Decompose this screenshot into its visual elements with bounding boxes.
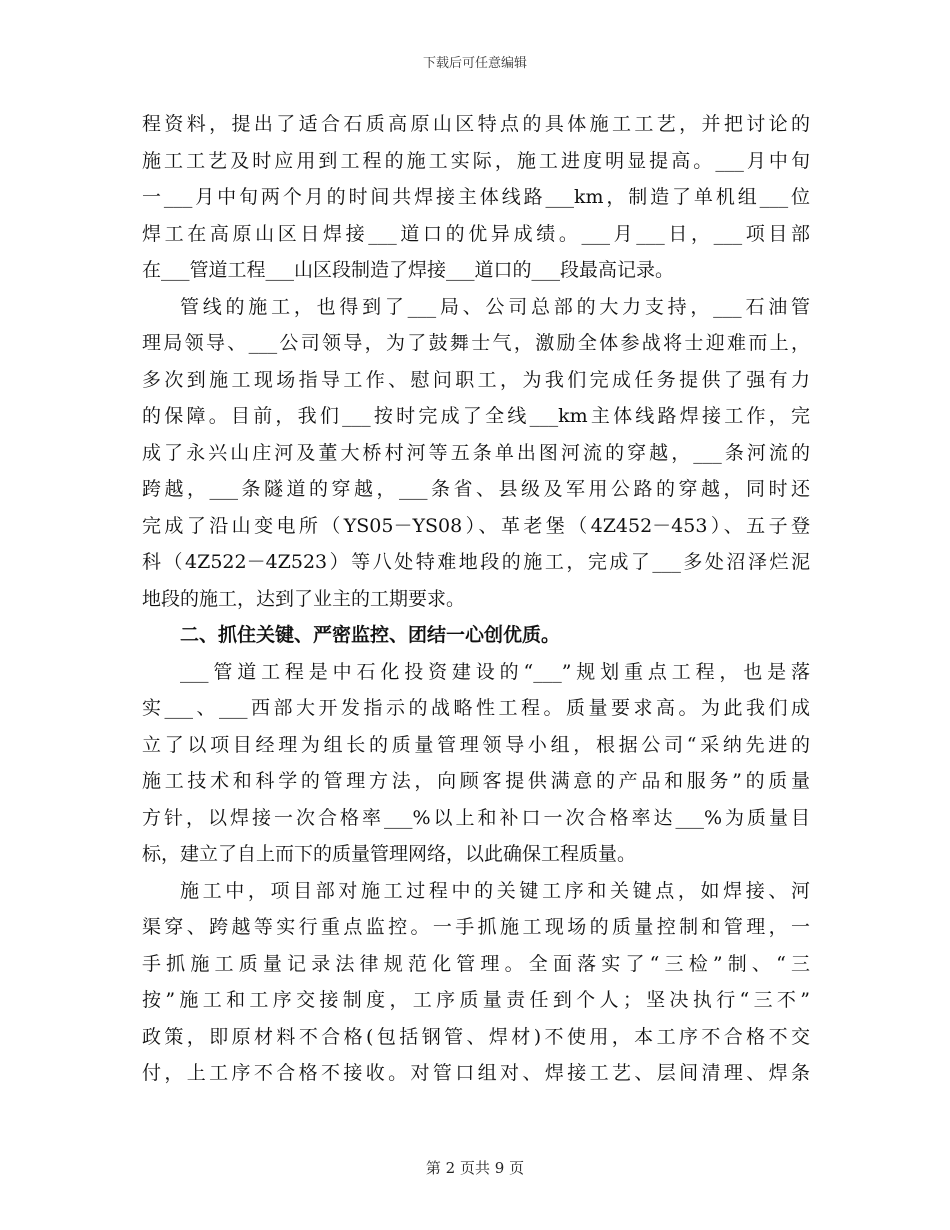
text-line: 渠穿、跨越等实行重点监控。一手抓施工现场的质量控制和管理，一 <box>142 916 810 938</box>
text-line: 成了永兴山庄河及董大桥村河等五条单出图河流的穿越，___条河流的 <box>142 441 810 464</box>
text-line: 标，建立了自上而下的质量管理网络，以此确保工程质量。 <box>142 843 637 865</box>
text-line: 理局领导、___公司领导，为了鼓舞士气，激励全体参战将士迎难而上， <box>142 332 810 354</box>
text-line: 完成了沿山变电所（YS05－YS08）、革老堡（4Z452－453）、五子登 <box>142 514 810 537</box>
text-line: 跨越，___条隧道的穿越，___条省、县级及军用公路的穿越，同时还 <box>142 478 810 500</box>
page-number-footer: 第 2 页共 9 页 <box>425 1159 525 1177</box>
text-line: 按”施工和工序交接制度，工序质量责任到个人；坚决执行“三不” <box>142 989 810 1011</box>
text-line: 施工工艺及时应用到工程的施工实际，施工进度明显提高。___月中旬 <box>142 149 810 172</box>
text-line: 实___、___西部大开发指示的战略性工程。质量要求高。为此我们成 <box>142 697 810 719</box>
text-line: 地段的施工，达到了业主的工期要求。 <box>142 587 466 610</box>
text-line: 多次到施工现场指导工作、慰问职工，为我们完成任务提供了强有力 <box>142 368 810 391</box>
text-line: 一___月中旬两个月的时间共焊接主体线路___km，制造了单机组___位 <box>142 186 810 208</box>
paragraph-start: 施工中，项目部对施工过程中的关键工序和关键点，如焊接、河 <box>180 879 810 902</box>
text-line: 科（4Z522－4Z523）等八处特难地段的施工，完成了___多处沼泽烂泥 <box>142 551 810 573</box>
text-line: 政策，即原材料不合格(包括钢管、焊材)不使用，本工序不合格不交 <box>142 1025 810 1048</box>
text-line: 焊工在高原山区日焊接___道口的优异成绩。___月___日，___项目部 <box>142 222 810 245</box>
text-line: 手抓施工质量记录法律规范化管理。全面落实了“三检”制、“三 <box>142 952 810 975</box>
document-body <box>142 106 810 1092</box>
text-line: 程资料，提出了适合石质高原山区特点的具体施工工艺，并把讨论的 <box>142 113 810 135</box>
text-line: 付，上工序不合格不接收。对管口组对、焊接工艺、层间清理、焊条 <box>142 1062 810 1084</box>
paragraph-start: 管线的施工，也得到了___局、公司总部的大力支持，___石油管 <box>180 295 810 318</box>
text-line: 立了以项目经理为组长的质量管理领导小组，根据公司“采纳先进的 <box>142 733 810 756</box>
text-line: 在___管道工程___山区段制造了焊接___道口的___段最高记录。 <box>142 259 675 281</box>
text-line: 方针，以焊接一次合格率___%以上和补口一次合格率达___%为质量目 <box>142 806 810 829</box>
text-line: 施工技术和科学的管理方法，向顾客提供满意的产品和服务”的质量 <box>142 770 810 792</box>
text-line: 的保障。目前，我们___按时完成了全线___km主体线路焊接工作，完 <box>142 405 810 427</box>
section-heading: 二、抓住关键、严密监控、团结一心创优质。 <box>180 624 561 646</box>
paragraph-start: ___管道工程是中石化投资建设的“___”规划重点工程，也是落 <box>180 660 810 683</box>
page-header: 下载后可任意编辑 <box>422 56 527 71</box>
